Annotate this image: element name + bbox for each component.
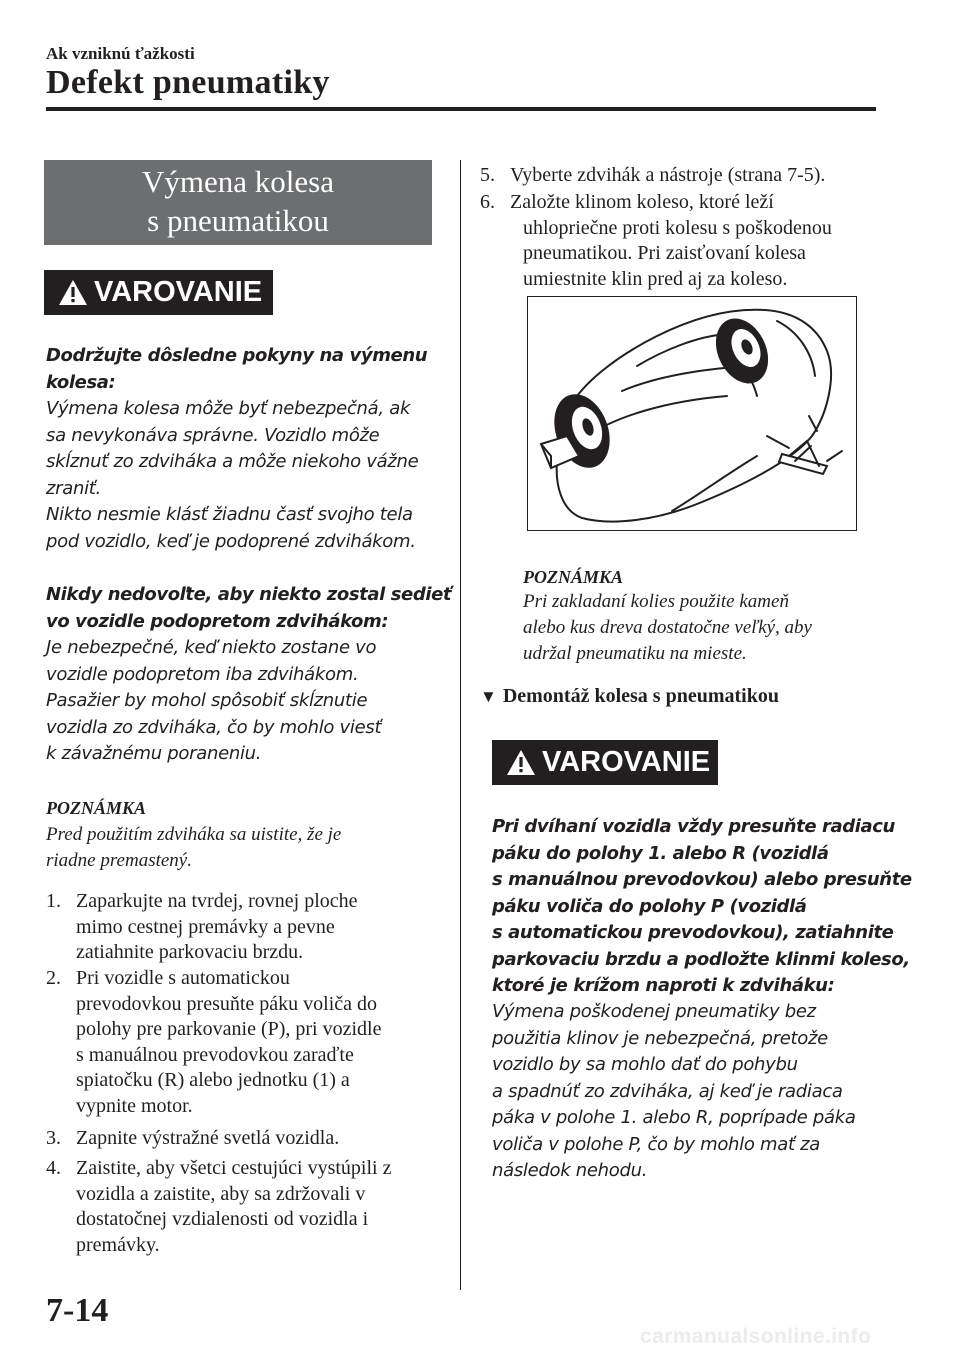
note-text: Pri zakladaní kolies použite kameň alebo kus dreva dostatočne veľký, aby udržal pneumatiku na mieste. [523,591,812,664]
breadcrumb: Ak vzniknú ťažkosti [46,44,195,63]
warning-bold-text: Pri dvíhaní vozidla vždy presuňte radiacu páku do polohy 1. alebo R (vozidlá s manuálnou prevodovkou) alebo presuňte páku voliča do polohy P (vozidlá s automatickou prevodovkou), zatiahnite parkovaciu brzdu a podložte klinmi koleso, ktoré je krížom naproti k zdviháku: [492,816,912,996]
page-number: 7-14 [46,1292,109,1329]
watermark-link[interactable]: carmanualsonline.info [640,1325,872,1348]
warning-badge-label: VAROVANIE [542,746,711,778]
warning-badge [44,270,273,315]
warning-triangle-icon [506,749,536,776]
warning-body-text: Výmena kolesa môže byť nebezpečná, ak sa nevykonáva správne. Vozidlo môže skĺznuť zo zdviháka a môže niekoho vážne zraniť. Nikto nesmie klásť žiadnu časť svojho tela pod vozidlo, keď je podoprené zdvihákom. [46,398,419,552]
warning-bold-text: Dodržujte dôsledne pokyny na výmenu kolesa: [46,345,428,393]
section-title-box [44,160,432,245]
step-text: Zaparkujte na tvrdej, rovnej ploche mimo cestnej premávky a pevne zatiahnite parkovaciu brzdu. [76,890,358,963]
warning-body-text: Je nebezpečné, keď niekto zostane vo vozidle podopretom iba zdvihákom. Pasažier by mohol spôsobiť skĺznutie vozidla zo zdviháka, čo by mohlo viesť k závažnému poraneniu. [46,637,382,764]
section-title-line2: s pneumatikou [147,203,329,238]
warning-triangle-icon [58,279,88,306]
note-heading: POZNÁMKA [46,798,147,818]
note-text: Pred použitím zdviháka sa uistite, že je riadne premastený. [46,824,342,871]
step-text: Zapnite výstražné svetlá vozidla. [76,1127,340,1149]
warning-badge [492,740,718,785]
step-number: 1. [46,890,61,912]
step-number: 5. [480,164,495,186]
warning-body-text: Výmena poškodenej pneumatiky bez použitia klinov je nebezpečná, pretože vozidlo by sa mohlo dať do pohybu a spadnúť zo zdviháka, aj keď je radiaca páka v polohe 1. alebo R, poprípade páka voliča v polohe P, čo by mohlo mať za následok nehodu. [492,1001,856,1181]
subsection-title: Demontáž kolesa s pneumatikou [502,685,779,707]
subsection-heading [480,685,779,708]
triangle-down-icon: ▼ [480,687,497,706]
note-heading: POZNÁMKA [523,567,624,587]
column-divider [460,160,461,1290]
step-text: Vyberte zdvihák a nástroje (strana 7-5). [510,164,826,186]
step-text: Pri vozidle s automatickou prevodovkou presuňte páku voliča do polohy pre parkovanie (P), pri vozidle s manuálnou prevodovkou zaraďte spiatočku (R) alebo jednotku (1) a vypnite motor. [76,967,382,1117]
step-text: Založte klinom koleso, ktoré leží uhlopriečne proti kolesu s poškodenou pneumatikou. Pri zaisťovaní kolesa umiestnite klin pred aj za koleso. [510,191,832,290]
warning-badge-label: VAROVANIE [94,276,263,308]
warning-bold-text: Nikdy nedovoľte, aby niekto zostal sedieť vo vozidle podopretom zdvihákom: [46,584,452,632]
header-rule [46,107,876,111]
step-number: 2. [46,967,61,989]
section-title-line1: Výmena kolesa [142,164,334,199]
chapter-title: Defekt pneumatiky [46,64,330,101]
car-jack-illustration [527,296,857,531]
step-number: 4. [46,1157,61,1179]
step-text: Zaistite, aby všetci cestujúci vystúpili z vozidla a zaistite, aby sa zdržovali v dostatočnej vzdialenosti od vozidla i premávky. [76,1157,392,1256]
step-number: 3. [46,1127,61,1149]
step-number: 6. [480,191,495,213]
